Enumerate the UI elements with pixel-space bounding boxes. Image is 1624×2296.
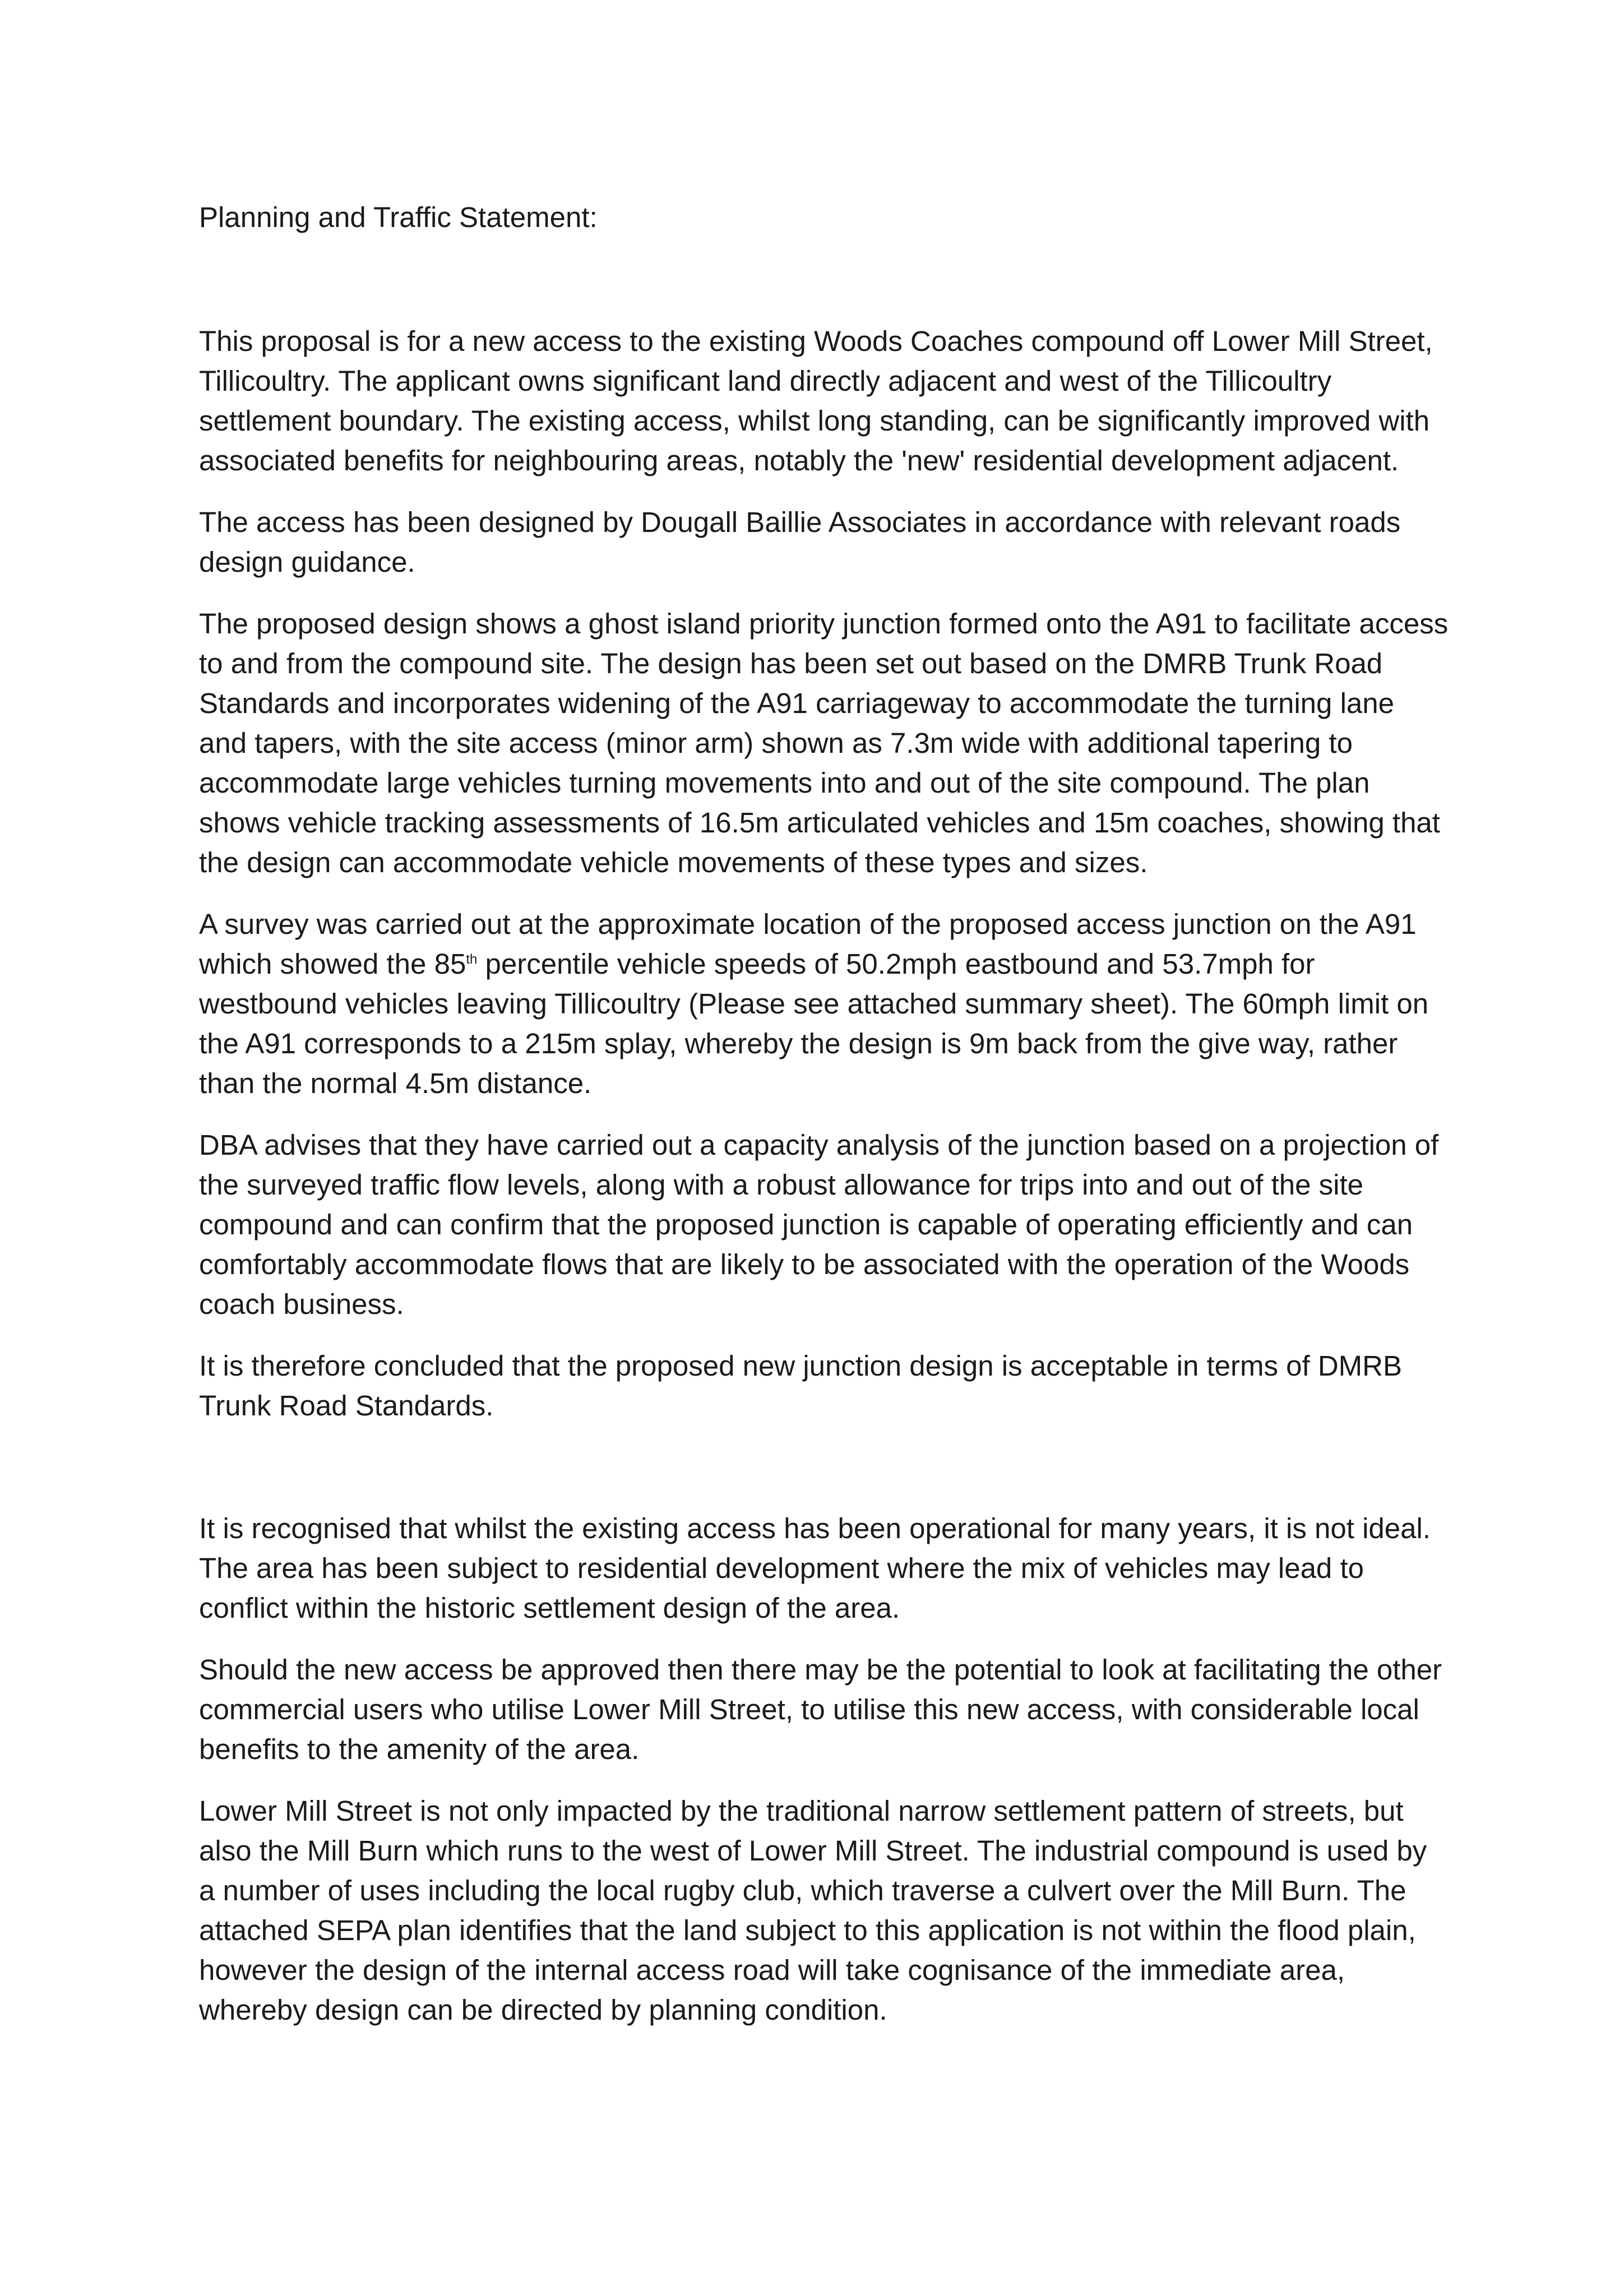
paragraph-new-access: This proposal is for a new access to the existing Woods Coaches compound off Lower Mill Street, Tillicoultry. The applicant owns significant land directly adjacent and west of the Tillicoultry settlement boundary. The existing access, whilst long standing, can be significantly improved with associated benefits for neighbouring areas, notably the 'new' residential development adjacent. <box>199 325 1433 476</box>
paragraph-designer: The access has been designed by Dougall Baillie Associates in accordance with relevant roads design guidance. <box>199 506 1401 578</box>
paragraph-junction-design: The proposed design shows a ghost island priority junction formed onto the A91 to facilitate access to and from the compound site. The design has been set out based on the DMRB Trunk Road Standards and incorporates widening of the A91 carriageway to accommodate the turning lane and tapers, with the site access (minor arm) shown as 7.3m wide with additional tapering to accommodate large vehicles turning movements into and out of the site compound. The plan shows vehicle tracking assessments of 16.5m articulated vehicles and 15m coaches, showing that the design can accommodate vehicle movements of these types and sizes. <box>199 608 1449 878</box>
paragraph-speed-survey <box>199 904 1449 1103</box>
paragraph-existing-access: It is recognised that whilst the existing access has been operational for many years, it is not ideal. The area has been subject to residential development where the mix of vehicles may lead to conflict within the historic settlement design of the area. <box>199 1512 1431 1624</box>
speed-survey-text-end: percentile vehicle speeds of 50.2mph eastbound and 53.7mph for westbound vehicles leaving Tillicoultry (Please see attached summary sheet). The 60mph limit on the A91 corresponds to a 215m splay, whereby the design is 9m back from the give way, rather than the normal 4.5m distance. <box>199 948 1429 1099</box>
ordinal-superscript: th <box>466 952 478 967</box>
document-heading: Planning and Traffic Statement: <box>199 201 598 233</box>
paragraph-mill-burn: Lower Mill Street is not only impacted by the traditional narrow settlement pattern of streets, but also the Mill Burn which runs to the west of Lower Mill Street. The industrial compound is used by a number of uses including the local rugby club, which traverse a culvert over the Mill Burn. The attached SEPA plan identifies that the land subject to this application is not within the flood plain, however the design of the internal access road will take cognisance of the immediate area, whereby design can be directed by planning condition. <box>199 1795 1427 2026</box>
paragraph-commercial-users: Should the new access be approved then there may be the potential to look at facilitating the other commercial users who utilise Lower Mill Street, to utilise this new access, with considerable local benefits to the amenity of the area. <box>199 1654 1442 1765</box>
document-body <box>199 197 1449 2052</box>
paragraph-capacity-analysis: DBA advises that they have carried out a capacity analysis of the junction based on a projection of the surveyed traffic flow levels, along with a robust allowance for trips into and out of the site compound and can confirm that the proposed junction is capable of operating efficiently and can comfortably accommodate flows that are likely to be associated with the operation of the Woods coach business. <box>199 1129 1439 1320</box>
speed-survey-text-start: A survey was carried out at the approximate location of the proposed access junction on the A91 which showed the 85 <box>199 908 1417 980</box>
paragraph-conclusion: It is therefore concluded that the proposed new junction design is acceptable in terms of DMRB Trunk Road Standards. <box>199 1350 1403 1422</box>
